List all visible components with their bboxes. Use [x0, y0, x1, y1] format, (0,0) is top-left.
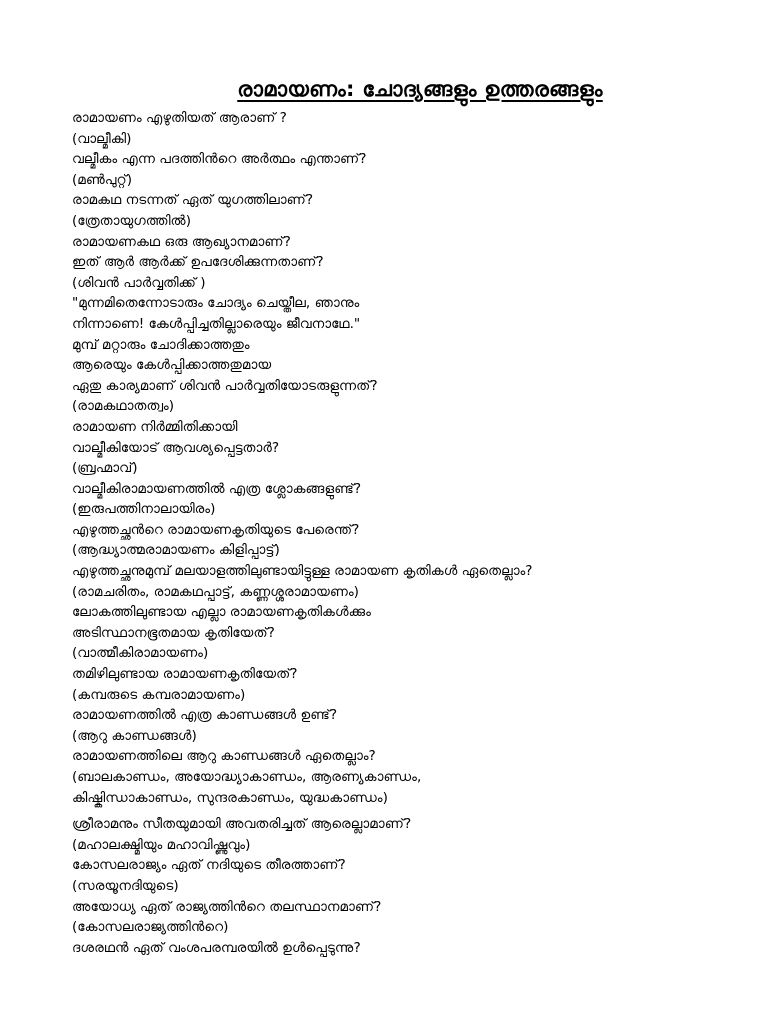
question-line: അയോധ്യ ഏത് രാജ്യത്തിൻറെ തലസ്ഥാനമാണ്? [72, 898, 382, 915]
question-line: ഏതു കാര്യമാണ് ശിവൻ പാർവ്വതിയോടരുളുന്നത്? [72, 377, 378, 394]
quote-line: "മുന്നമിതെന്നോടാരും ചോദ്യം ചെയ്തീല, ഞാനും [72, 295, 360, 312]
answer-line: (ബാലകാണ്ഡം, അയോദ്ധ്യാകാണ്ഡം, ആരണ്യകാണ്ഡം, [72, 769, 422, 785]
answer-line: (രാമചരിതം, രാമകഥപ്പാട്ട്, കണ്ണശ്ശരാമായണം) [72, 583, 359, 600]
question-line: ശ്രീരാമനും സീതയുമായി അവതരിച്ചത് ആരെല്ലാമാണ്? [72, 816, 412, 833]
question-line: വാല്മീകിയോട് ആവശ്യപ്പെട്ടതാർ? [72, 439, 280, 456]
document-title-wrapper [72, 66, 728, 104]
question-line: മുമ്പ് മറ്റാരും ചോദിക്കാത്തതും [72, 336, 250, 353]
answer-line: (രാമകഥാതത്വം) [72, 398, 175, 415]
answer-line: (ആദ്ധ്യാത്മരാമായണം കിളിപ്പാട്ട്) [72, 542, 280, 559]
question-line: രാമായണം എഴുതിയത് ആരാണ് ? [72, 110, 287, 126]
question-line: രാമകഥ നടന്നത് ഏത് യുഗത്തിലാണ്? [72, 192, 314, 209]
question-line: വല്മീകം എന്ന പദത്തിൻറെ അർത്ഥം എന്താണ്? [72, 151, 367, 168]
question-line: ദശരഥൻ ഏത് വംശപരമ്പരയിൽ ഉൾപ്പെടുന്നു? [72, 939, 361, 956]
answer-line: (സരയൂനദിയുടെ) [72, 877, 179, 894]
question-line: അടിസ്ഥാനഭൂതമായ കൃതിയേത്? [72, 624, 275, 641]
question-line: രാമായണത്തിൽ എത്ര കാണ്ഡങ്ങൾ ഉണ്ട്? [72, 707, 338, 724]
answer-line: (ബ്രഹ്മാവ്) [72, 460, 138, 477]
answer-line: (വാത്മീകിരാമായണം) [72, 645, 209, 662]
answer-line: (കമ്പരുടെ കമ്പരാമായണം) [72, 686, 246, 703]
answer-line: (ആറു കാണ്ഡങ്ങൾ) [72, 727, 197, 744]
answer-line: (ഇരുപത്തിനാലായിരം) [72, 501, 216, 518]
document-title: രാമായണം: ചോദ്യങ്ങളും ഉത്തരങ്ങളും [237, 77, 603, 101]
question-line: രാമായണത്തിലെ ആറു കാണ്ഡങ്ങൾ ഏതെല്ലാം? [72, 748, 376, 765]
answer-line: (ത്രേതായുഗത്തിൽ) [72, 212, 192, 229]
answer-line: കിഷ്കിന്ധാകാണ്ഡം, സുന്ദരകാണ്ഡം, യുദ്ധകാണ്ഡം) [72, 789, 388, 806]
question-line: ആരെയും കേൾപ്പിക്കാത്തതുമായ [72, 357, 272, 374]
answer-line: (മൺപുറ്റ്) [72, 171, 133, 188]
question-line: ലോകത്തിലുണ്ടായ എല്ലാ രാമായണകൃതികൾക്കും [72, 604, 371, 621]
answer-line: (ശിവൻ പാർവ്വതിക്ക് ) [72, 274, 206, 291]
question-line: വാല്മീകിരാമായണത്തിൽ എത്ര ശ്ലോകങ്ങളുണ്ട്? [72, 480, 362, 497]
answer-line: (മഹാലക്ഷ്മിയും മഹാവിഷ്ണുവും) [72, 836, 251, 853]
answer-line: (വാല്മീകി) [72, 130, 132, 147]
quote-line: നിന്നാണെ! കേൾപ്പിച്ചതില്ലാരെയും ജീവനാഥേ." [72, 315, 361, 332]
question-line: ഇത് ആർ ആർക്ക് ഉപദേശിക്കുന്നതാണ്? [72, 254, 324, 271]
answer-line: (കോസലരാജ്യത്തിൻറെ) [72, 919, 229, 936]
qa-list [72, 108, 728, 958]
question-line: രാമായണകഥ ഒരു ആഖ്യാനമാണ്? [72, 233, 291, 250]
question-line: കോസലരാജ്യം ഏത് നദിയുടെ തീരത്താണ്? [72, 857, 346, 874]
question-line: എഴുത്തച്ഛനുമുമ്പ് മലയാളത്തിലുണ്ടായിട്ടുള്ള രാമായണ കൃതികൾ ഏതെല്ലാം? [72, 563, 533, 580]
question-line: രാമായണ നിർമ്മിതിക്കായി [72, 418, 238, 435]
question-line: തമിഴിലുണ്ടായ രാമായണകൃതിയേത്? [72, 666, 298, 683]
question-line: എഴുത്തച്ഛൻറെ രാമായണകൃതിയുടെ പേരെന്ത്? [72, 521, 360, 538]
